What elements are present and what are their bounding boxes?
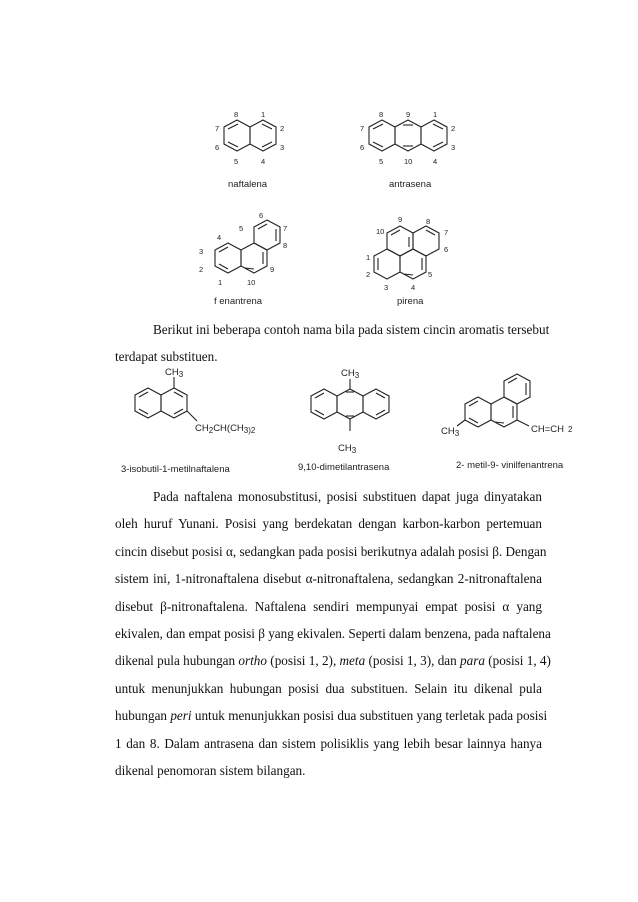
intro-line-1: Berikut ini beberapa contoh nama bila pada sistem cincin aromatis tersebut [153,322,550,337]
body-line-ortho-meta-para: dikenal pula hubungan ortho (posisi 1, 2), meta (posisi 1, 3), dan para (posisi 1, 4) [115,653,551,669]
svg-text:4: 4 [411,283,416,292]
svg-text:10: 10 [376,227,385,236]
svg-text:9: 9 [406,110,411,119]
example-2-structure [288,365,398,460]
intro-line-2: terdapat substituen. [115,349,218,365]
ex3-vinyl-text: CH=CH 2 [531,424,573,435]
ex1-methyl-text: $CH_3$ [165,367,184,379]
svg-text:2: 2 [280,124,285,133]
ex2-methyl-bottom-text: $CH_3$ [338,443,357,455]
svg-text:10: 10 [404,157,413,166]
svg-text:4: 4 [217,233,222,242]
svg-text:1: 1 [261,110,266,119]
example-1-structure [115,365,275,445]
example-3-structure [437,362,577,447]
ex3-methyl-text: $CH_3$ [441,426,460,438]
para-term: para [460,653,485,669]
svg-text:7: 7 [444,228,449,237]
svg-text:7: 7 [283,224,288,233]
anthracene-structure [355,112,470,172]
svg-text:5: 5 [428,270,433,279]
body-line: cincin disebut posisi α, sedangkan pada posisi berikutnya adalah posisi β. Dengan [115,543,547,559]
svg-text:5: 5 [239,224,244,233]
peri-term: peri [170,708,192,724]
body-line: Pada naftalena monosubstitusi, posisi substituen dapat juga dinyatakan [153,489,542,504]
pyrene-structure [362,210,462,295]
body-line: dikenal penomoran sistem bilangan. [115,763,306,779]
naphthalene-label: naftalena [228,179,268,190]
phenanthrene-structure [195,210,295,295]
example-2-label: 9,10-dimetilantrasena [298,462,390,473]
svg-text:1: 1 [366,253,371,262]
svg-text:8: 8 [426,217,431,226]
body-line: disebut β-nitronaftalena. Naftalena sendiri mempunyai empat posisi α yang [115,598,542,614]
svg-text:1: 1 [218,278,223,287]
example-3-label: 2- metil-9- vinilfenantrena [456,460,564,471]
svg-text:8: 8 [379,110,384,119]
svg-text:3: 3 [384,283,389,292]
pyrene-label: pirena [397,296,424,307]
svg-text:6: 6 [215,143,220,152]
svg-text:8: 8 [234,110,239,119]
phenanthrene-label: f enantrena [214,296,263,307]
svg-text:3: 3 [451,143,456,152]
body-line: ekivalen, dan empat posisi β yang ekivalen. Seperti dalam benzena, pada naftalena [115,626,551,642]
naphthalene-structure [210,112,300,172]
body-line: untuk menunjukkan hubungan posisi dua substituen. Selain itu dikenal pula [115,680,542,696]
svg-text:6: 6 [360,143,365,152]
meta-term: meta [339,653,366,669]
svg-text:8: 8 [283,241,288,250]
svg-text:7: 7 [360,124,365,133]
svg-text:3: 3 [199,247,204,256]
body-line-peri: hubungan peri untuk menunjukkan posisi dua substituen yang terletak pada posisi [115,708,548,724]
ortho-term: ortho [238,653,267,669]
body-paragraph [115,483,551,784]
body-line: oleh huruf Yunani. Posisi yang berdekatan dengan karbon-karbon pertemuan [115,516,542,532]
body-line: 1 dan 8. Dalam antrasena dan sistem polisiklis yang lebih besar lainnya hanya [115,735,542,751]
svg-text:9: 9 [398,215,403,224]
svg-text:4: 4 [261,157,266,166]
svg-text:5: 5 [234,157,239,166]
svg-text:7: 7 [215,124,220,133]
svg-text:9: 9 [270,265,275,274]
svg-text:1: 1 [433,110,438,119]
ex1-isobutyl-text: $CH_2CH(CH_{3)2}$ [195,423,256,435]
svg-text:2: 2 [199,265,204,274]
svg-text:6: 6 [259,211,264,220]
ex2-methyl-top-text: $CH_3$ [341,368,360,380]
anthracene-label: antrasena [389,179,432,190]
example-1-label: 3-isobutil-1-metilnaftalena [121,464,230,475]
svg-text:2: 2 [451,124,456,133]
svg-text:3: 3 [280,143,285,152]
body-line: sistem ini, 1-nitronaftalena disebut α-nitronaftalena, sedangkan 2-nitronaftalena [115,571,542,587]
svg-text:2: 2 [366,270,371,279]
svg-text:4: 4 [433,157,438,166]
svg-text:6: 6 [444,245,449,254]
svg-text:5: 5 [379,157,384,166]
svg-text:10: 10 [247,278,256,287]
